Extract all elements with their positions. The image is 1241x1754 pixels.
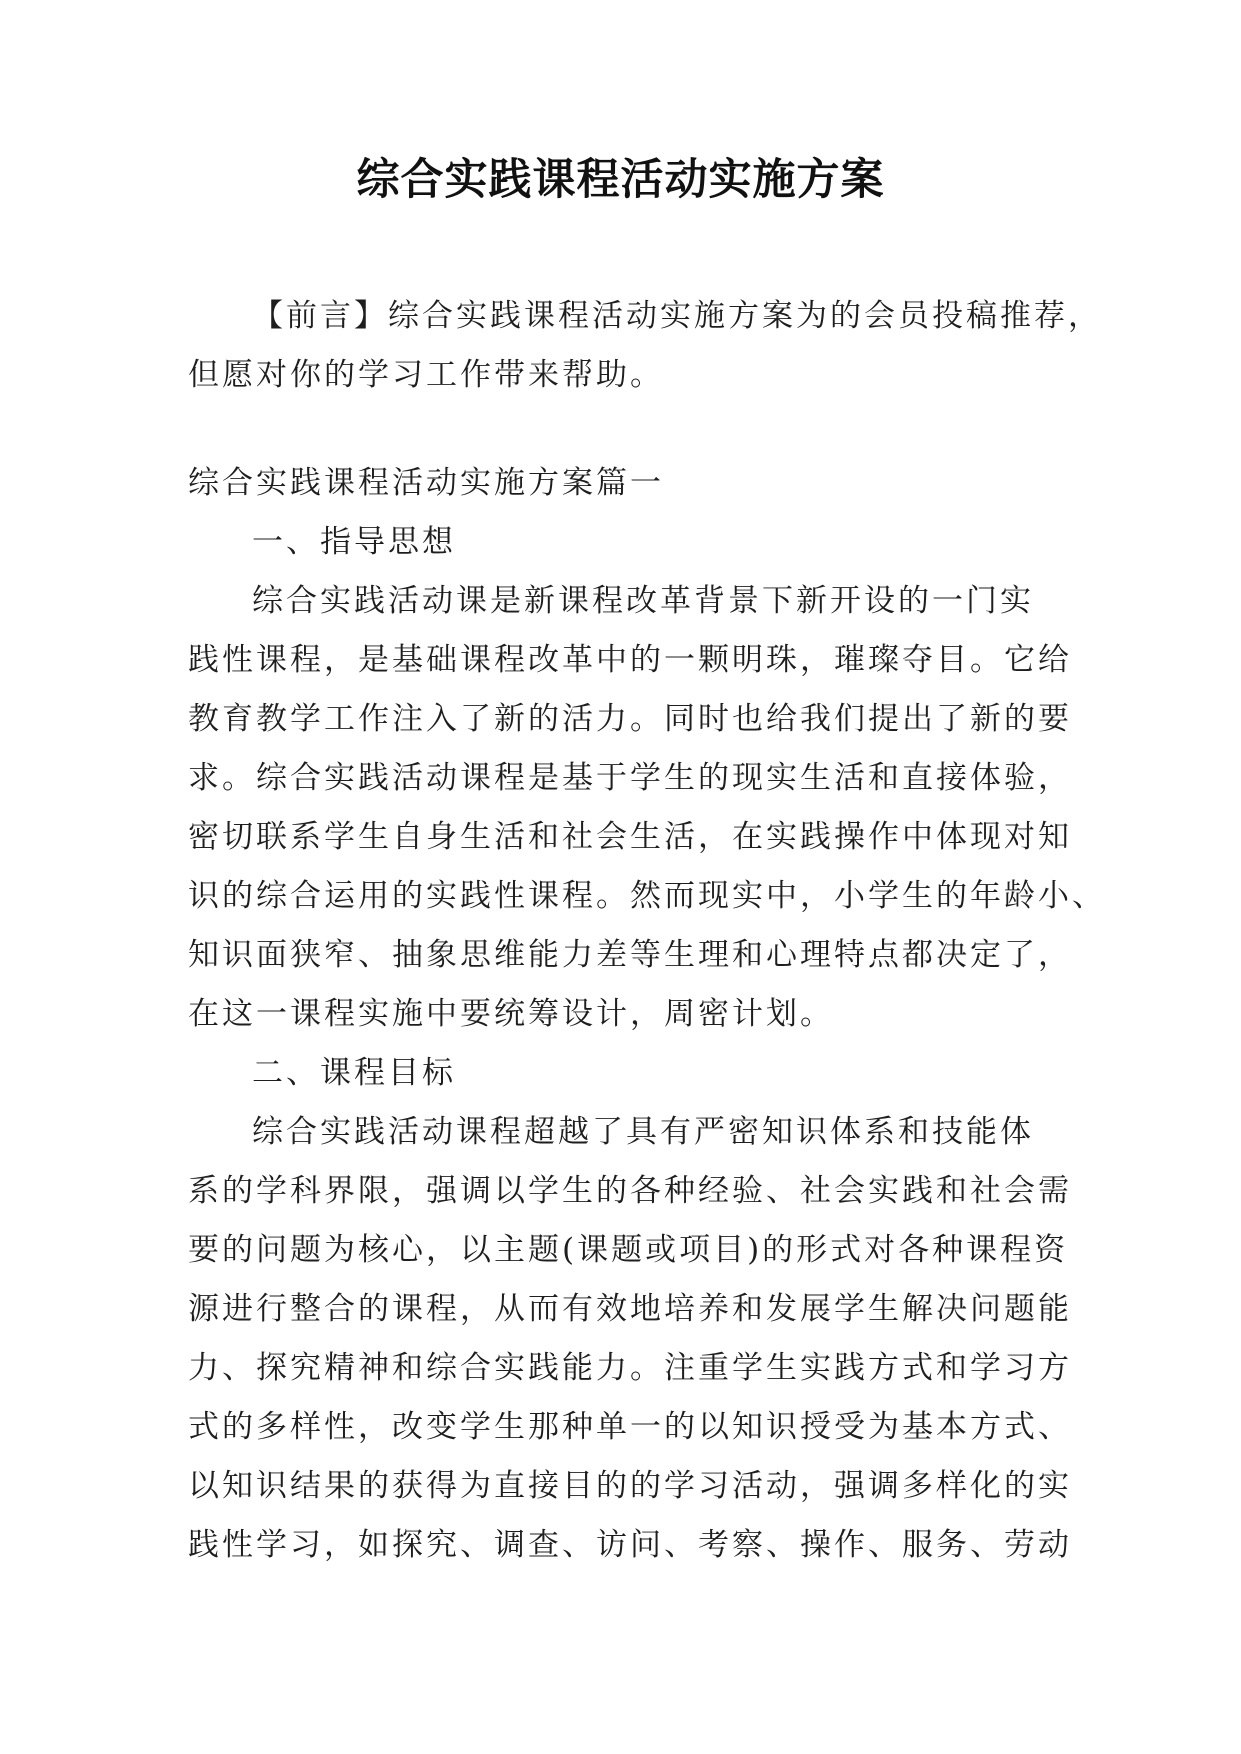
paragraph-line: 力、探究精神和综合实践能力。注重学生实践方式和学习方 xyxy=(188,1350,1072,1386)
paragraph-line: 综合实践活动课程超越了具有严密知识体系和技能体 xyxy=(252,1114,1034,1150)
document-title: 综合实践课程活动实施方案 xyxy=(356,155,885,205)
preface-paragraph xyxy=(188,287,1102,405)
paragraph-line: 密切联系学生自身生活和社会生活，在实践操作中体现对知 xyxy=(188,819,1072,855)
paragraph-line: 求。综合实践活动课程是基于学生的现实生活和直接体验， xyxy=(188,760,1072,796)
paragraph-line: 知识面狭窄、抽象思维能力差等生理和心理特点都决定了， xyxy=(188,937,1072,973)
paragraph-line: 以知识结果的获得为直接目的的学习活动，强调多样化的实 xyxy=(188,1468,1072,1504)
paragraph-line: 式的多样性，改变学生那种单一的以知识授受为基本方式、 xyxy=(188,1409,1072,1445)
document-body xyxy=(188,454,1106,1575)
section-title: 综合实践课程活动实施方案篇一 xyxy=(188,465,664,501)
paragraph-line: 综合实践活动课是新课程改革背景下新开设的一门实 xyxy=(252,583,1034,619)
paragraph-line: 识的综合运用的实践性课程。然而现实中，小学生的年龄小、 xyxy=(188,878,1106,914)
paragraph-line: 系的学科界限，强调以学生的各种经验、社会实践和社会需 xyxy=(188,1173,1072,1209)
preface-block xyxy=(188,287,1102,405)
paragraph-course-goals xyxy=(188,1103,1072,1575)
heading-guiding-ideology: 一、指导思想 xyxy=(252,524,456,560)
paragraph-line: 在这一课程实施中要统筹设计，周密计划。 xyxy=(188,996,834,1032)
paragraph-line: 源进行整合的课程，从而有效地培养和发展学生解决问题能 xyxy=(188,1291,1072,1327)
paragraph-line: 践性学习，如探究、调查、访问、考察、操作、服务、劳动 xyxy=(188,1527,1072,1563)
preface-line: 【前言】综合实践课程活动实施方案为的会员投稿推荐， xyxy=(252,298,1102,334)
preface-line: 但愿对你的学习工作带来帮助。 xyxy=(188,357,664,393)
paragraph-line: 要的问题为核心，以主题(课题或项目)的形式对各种课程资 xyxy=(188,1232,1069,1268)
paragraph-guiding-ideology xyxy=(188,572,1106,1044)
paragraph-line: 教育教学工作注入了新的活力。同时也给我们提出了新的要 xyxy=(188,701,1072,737)
paragraph-line: 践性课程，是基础课程改革中的一颗明珠，璀璨夺目。它给 xyxy=(188,642,1072,678)
heading-course-goals: 二、课程目标 xyxy=(252,1055,456,1091)
